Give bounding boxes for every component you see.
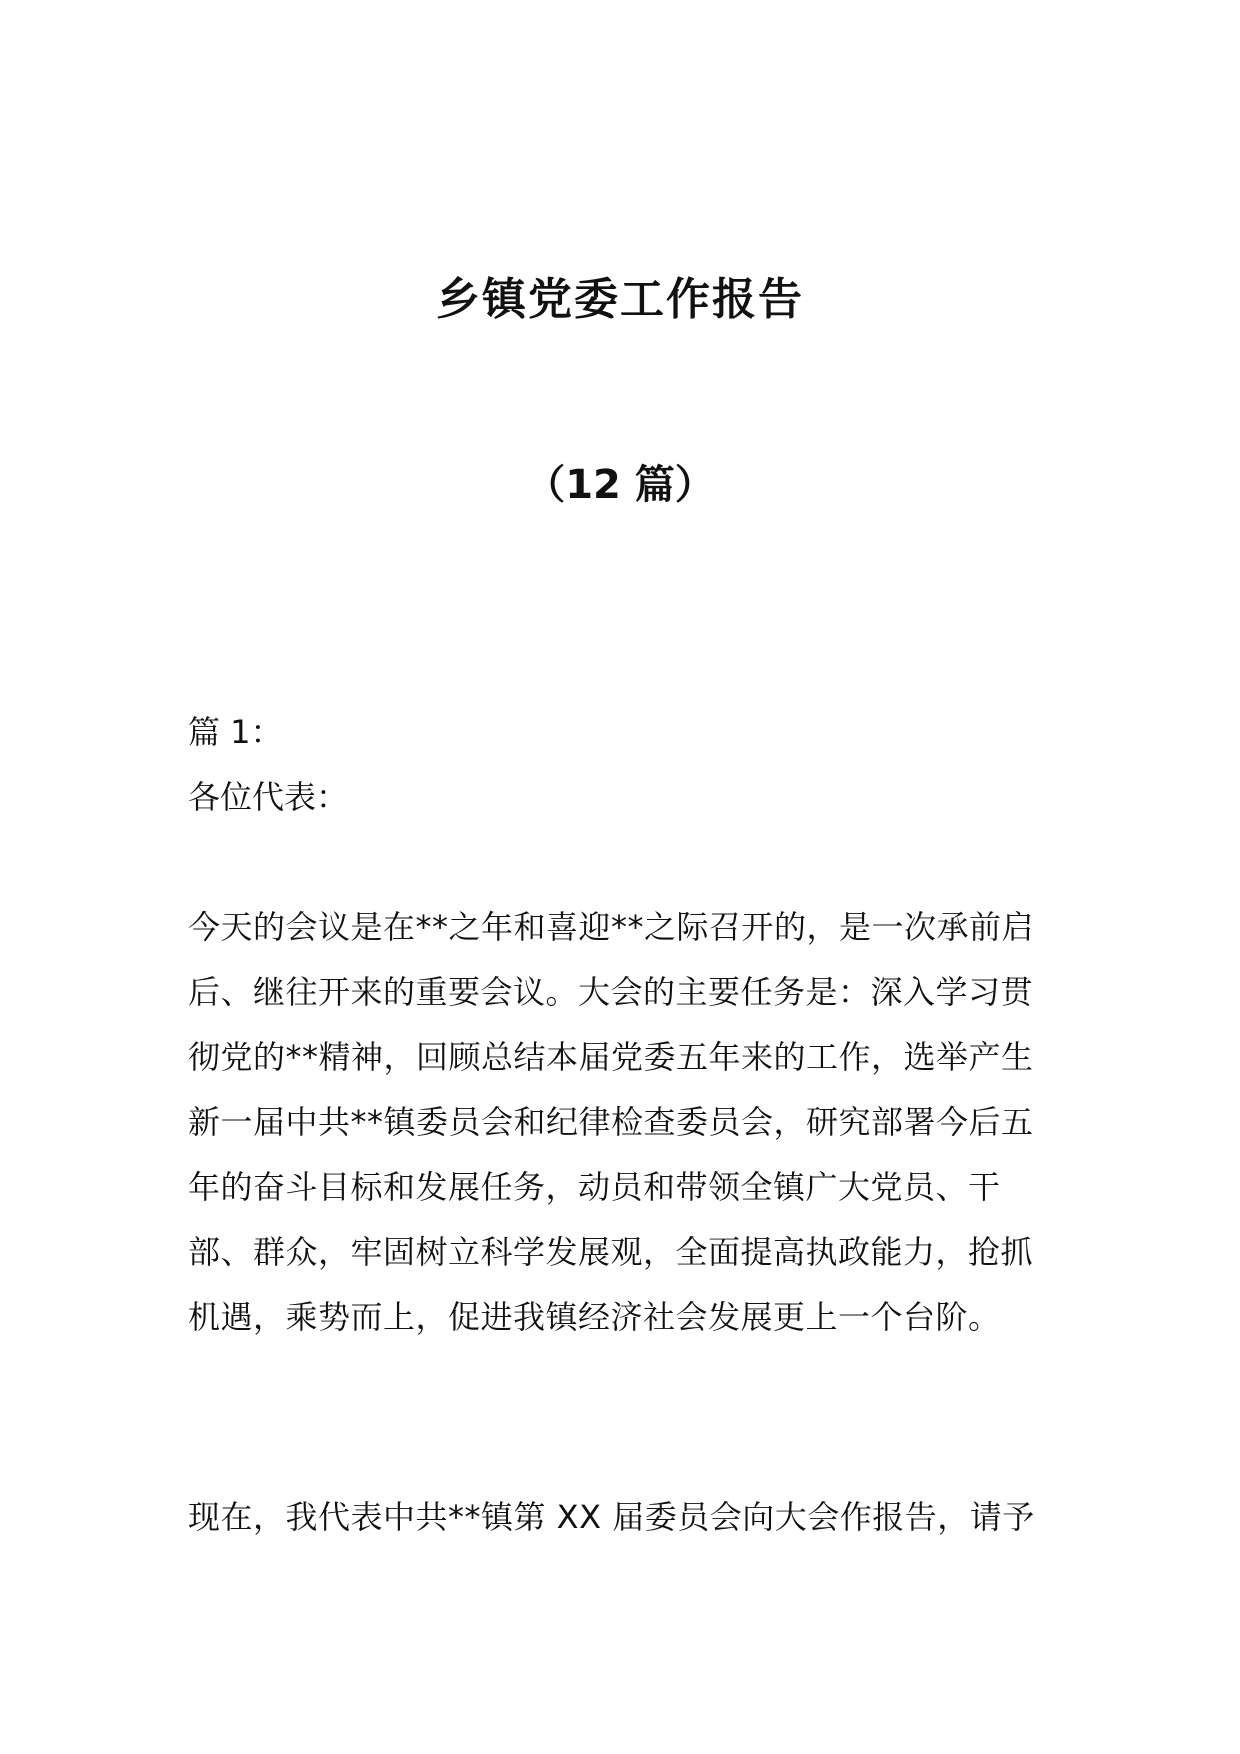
paragraph-1: 今天的会议是在**之年和喜迎**之际召开的，是一次承前启后、继往开来的重要会议。大会的主要任务是：深入学习贯彻党的**精神，回顾总结本届党委五年来的工作，选举产生新一届中共**镇委员会和纪律检查委员会，研究部署今后五年的奋斗目标和发展任务，动员和带领全镇广大党员、干部、群众，牢固树立科学发展观，全面提高执政能力，抢抓机遇，乘势而上，促进我镇经济社会发展更上一个台阶。 [188,908,1035,1336]
paragraph-2: 现在，我代表中共**镇第 XX 届委员会向大会作报告，请予 [188,1498,1035,1536]
document-title: 乡镇党委工作报告 [436,274,804,325]
document-subtitle: （12 篇） [525,462,715,508]
salutation: 各位代表： [188,778,349,816]
section-label: 篇 1： [188,713,283,751]
